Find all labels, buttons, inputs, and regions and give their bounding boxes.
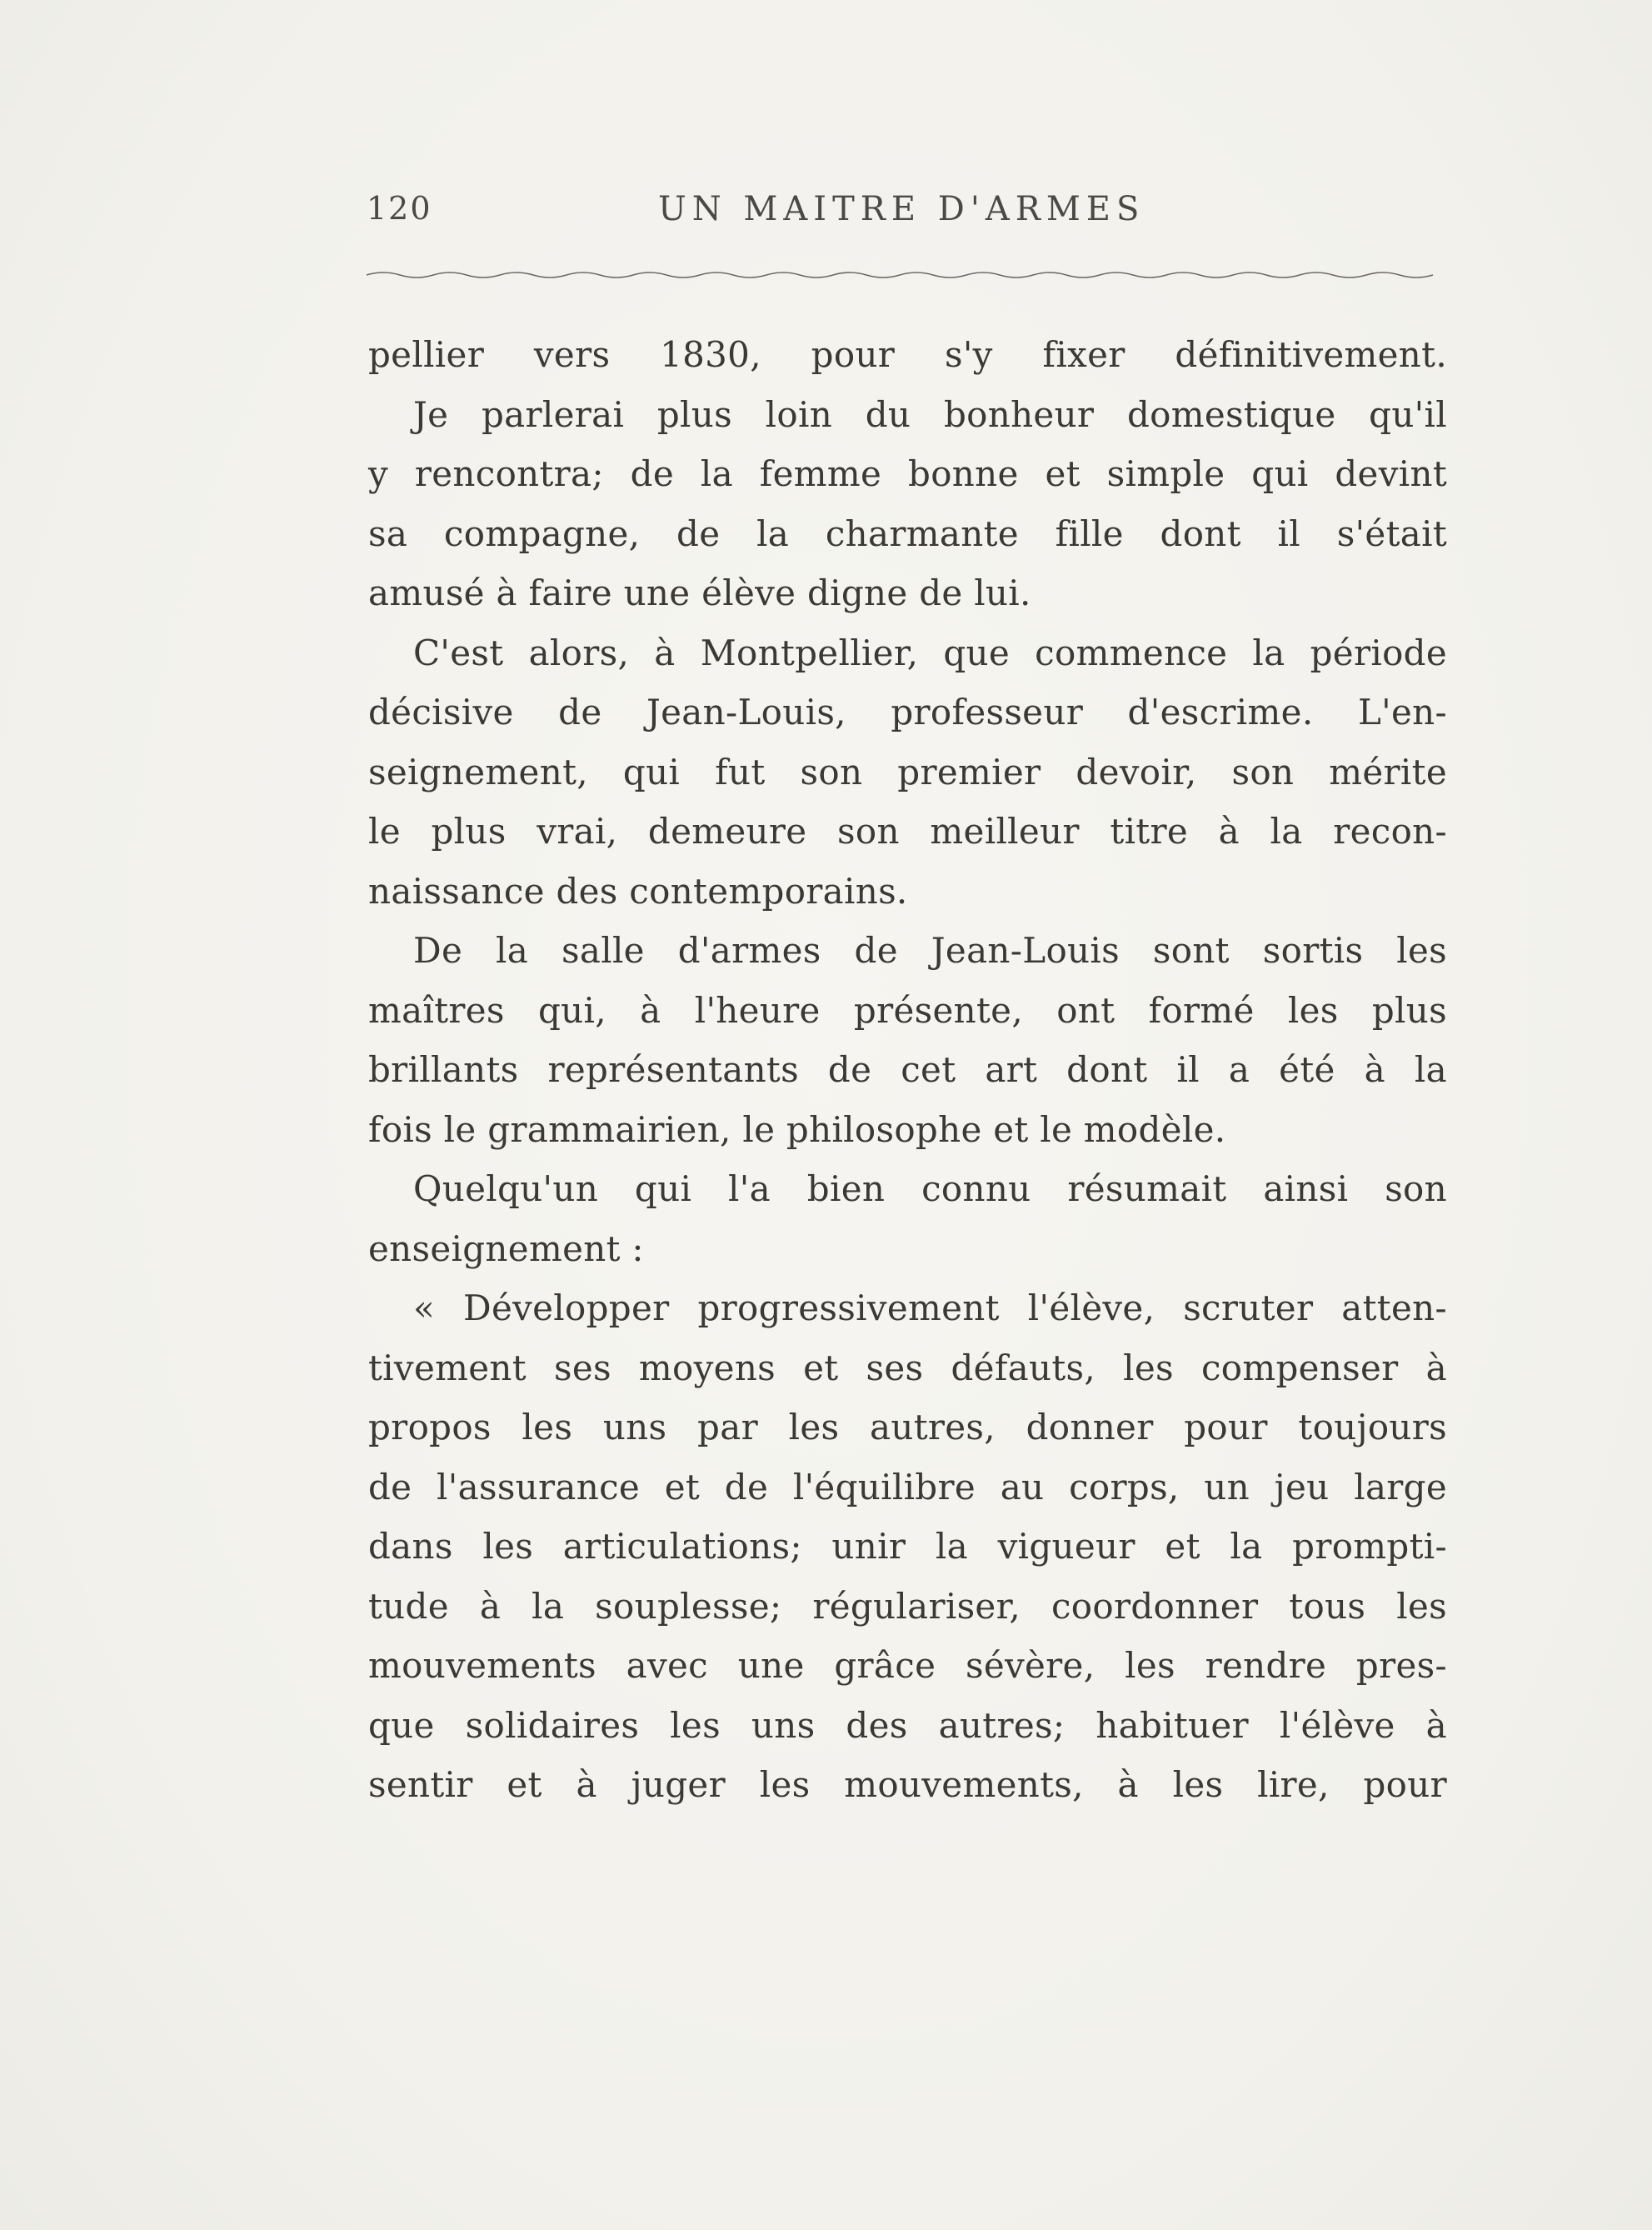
text-line: propos les uns par les autres, donner pour toujours bbox=[368, 1407, 1447, 1448]
text-line: seignement, qui fut son premier devoir, son mérite bbox=[368, 751, 1447, 792]
text-line: fois le grammairien, le philosophe et le modèle. bbox=[368, 1108, 1226, 1150]
text-line: de l'assurance et de l'équilibre au corps, un jeu large bbox=[368, 1466, 1447, 1508]
text-line: amusé à faire une élève digne de lui. bbox=[368, 572, 1031, 613]
decorative-rule bbox=[367, 268, 1441, 282]
text-line: « Développer progressivement l'élève, scruter atten- bbox=[413, 1288, 1447, 1328]
text-line: Quelqu'un qui l'a bien connu résumait ainsi son bbox=[413, 1168, 1447, 1209]
text-line: sa compagne, de la charmante fille dont il s'était bbox=[368, 512, 1447, 554]
text-line: enseignement : bbox=[368, 1228, 644, 1269]
text-line: pellier vers 1830, pour s'y fixer définitivement. bbox=[368, 334, 1447, 375]
text-line: C'est alors, à Montpellier, que commence la période bbox=[413, 632, 1447, 673]
text-line: tude à la souplesse; régulariser, coordonner tous les bbox=[368, 1585, 1447, 1627]
text-line: y rencontra; de la femme bonne et simple qui devint bbox=[368, 453, 1447, 494]
text-line: décisive de Jean-Louis, professeur d'escrime. L'en- bbox=[368, 692, 1447, 732]
text-line: brillants représentants de cet art dont il a été à la bbox=[368, 1049, 1447, 1090]
text-line: mouvements avec une grâce sévère, les rendre pres- bbox=[368, 1645, 1447, 1686]
body-text bbox=[368, 325, 1447, 1815]
text-line: maîtres qui, à l'heure présente, ont formé les plus bbox=[368, 989, 1447, 1031]
text-line: sentir et à juger les mouvements, à les lire, pour bbox=[368, 1764, 1447, 1805]
text-line: tivement ses moyens et ses défauts, les compenser à bbox=[368, 1347, 1447, 1388]
text-line: dans les articulations; unir la vigueur et la prompti- bbox=[368, 1526, 1447, 1567]
running-title: UN MAITRE D'ARMES bbox=[658, 190, 1145, 228]
text-line: le plus vrai, demeure son meilleur titre à la recon- bbox=[368, 811, 1447, 852]
text-line: naissance des contemporains. bbox=[368, 870, 908, 912]
text-line: De la salle d'armes de Jean-Louis sont sortis les bbox=[413, 930, 1447, 971]
running-head bbox=[367, 190, 1450, 240]
text-line: Je parlerai plus loin du bonheur domestique qu'il bbox=[413, 393, 1447, 435]
page-number: 120 bbox=[367, 190, 432, 227]
text-line: que solidaires les uns des autres; habituer l'élève à bbox=[368, 1704, 1447, 1746]
